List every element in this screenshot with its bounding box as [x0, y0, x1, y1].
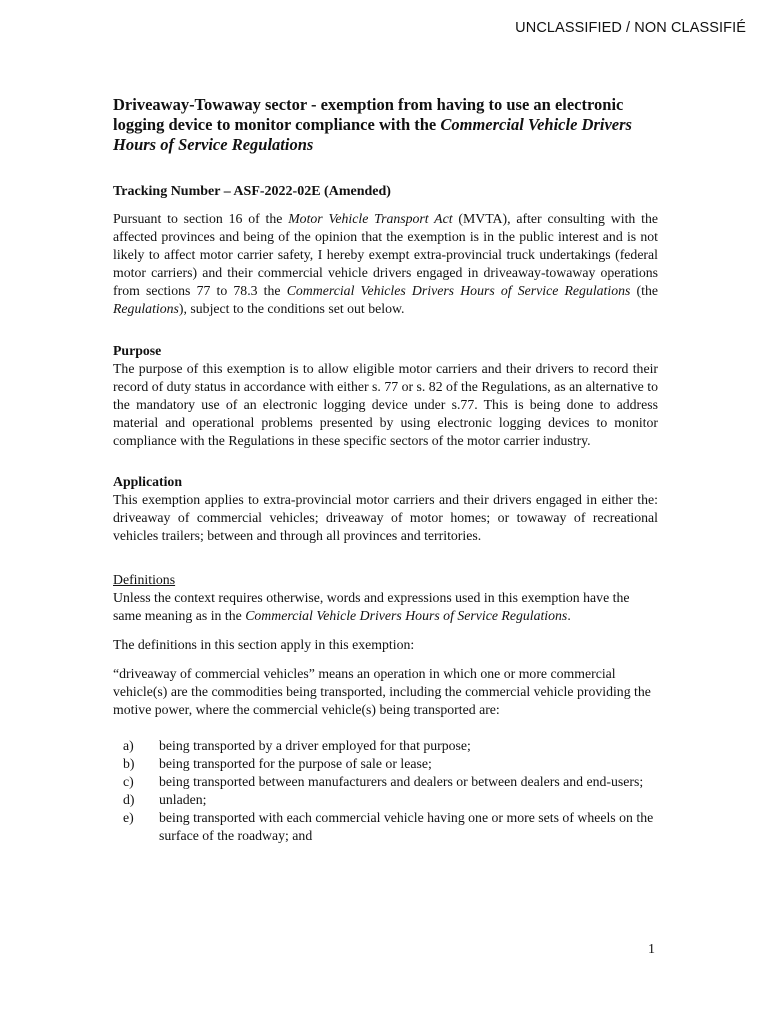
definitions-apply-text: The definitions in this section apply in this exemption: [113, 637, 415, 652]
list-item-text: being transported by a driver employed for that purpose; [159, 738, 471, 753]
application-text: This exemption applies to extra-provincial motor carriers and their drivers engaged in either the: driveaway of commercial vehicles; driveaway of motor homes; or towaway of recreational vehicles trailers; between and through all provinces and territories. [113, 492, 658, 543]
definition-driveaway: “driveaway of commercial vehicles” means an operation in which one or more commercial vehicle(s) are the commodities being transported, including the commercial vehicle providing the motive power, where the commercial vehicle(s) being transported are: [113, 666, 651, 717]
purpose-heading: Purpose [113, 343, 162, 358]
application-section [113, 473, 658, 545]
list-item [113, 773, 658, 791]
list-item-text: being transported for the purpose of sale or lease; [159, 756, 432, 771]
definitions-intro [113, 589, 658, 625]
definition-conditions-list [113, 737, 658, 845]
document-title [113, 95, 658, 155]
definitions-heading: Definitions [113, 572, 176, 587]
list-item-text: being transported with each commercial vehicle having one or more sets of wheels on the surface of the roadway; and [159, 810, 654, 843]
intro-regulations-name: Commercial Vehicles Drivers Hours of Service Regulations [286, 283, 631, 298]
purpose-section [113, 342, 658, 450]
list-item-text: unladen; [159, 792, 207, 807]
document-body [113, 95, 658, 845]
application-heading: Application [113, 474, 182, 489]
list-marker: e) [123, 810, 134, 825]
definitions-regulations-name: Commercial Vehicle Drivers Hours of Service Regulations [245, 608, 568, 623]
tracking-number: Tracking Number – ASF-2022-02E (Amended) [113, 184, 391, 199]
classification-header: UNCLASSIFIED / NON CLASSIFIÉ [515, 20, 746, 36]
list-marker: d) [123, 792, 135, 807]
page-number: 1 [648, 942, 655, 957]
intro-act-name: Motor Vehicle Transport Act [288, 211, 453, 226]
definitions-section [113, 571, 658, 845]
intro-text-a: Pursuant to section 16 of the [113, 211, 289, 226]
intro-paragraph [113, 210, 658, 318]
title-text: Driveaway-Towaway sector - exemption from having to use an electronic logging device to monitor compliance with the [113, 95, 624, 134]
intro-text-c: (MVTA), after consulting with the affected provinces and being of the opinion that the exemption is in the public interest and is not likely to affect motor carrier safety, I hereby exempt extra-provincial truck undertakings (federal motor carriers) and their commercial vehicle drivers engaged in driveaway-towaway operations from sections 77 to 78.3 the [113, 211, 658, 298]
list-marker: c) [123, 774, 134, 789]
intro-text-e: (the [630, 283, 658, 298]
list-item-text: being transported between manufacturers and dealers or between dealers and end-users; [159, 774, 644, 789]
list-item [113, 809, 658, 845]
list-marker: a) [123, 738, 134, 753]
purpose-text: The purpose of this exemption is to allow eligible motor carriers and their drivers to record their record of duty status in accordance with either s. 77 or s. 82 of the Regulations, as an alternative to the mandatory use of an electronic logging device under s.77. This is being done to address material and operational problems presented by using electronic logging devices to monitor compliance with the Regulations in these specific sectors of the motor carrier industry. [113, 361, 658, 448]
list-marker: b) [123, 756, 135, 771]
definitions-intro-a: Unless the context requires otherwise, words and expressions used in this exemption have the same meaning as in the [113, 590, 630, 623]
list-item [113, 755, 658, 773]
list-item [113, 791, 658, 809]
intro-text-g: ), subject to the conditions set out below. [178, 301, 405, 316]
intro-regulations-short: Regulations [113, 301, 179, 316]
title-regulations-name: Commercial Vehicle Drivers Hours of Service Regulations [113, 115, 632, 154]
list-item [113, 737, 658, 755]
definitions-intro-c: . [567, 608, 571, 623]
